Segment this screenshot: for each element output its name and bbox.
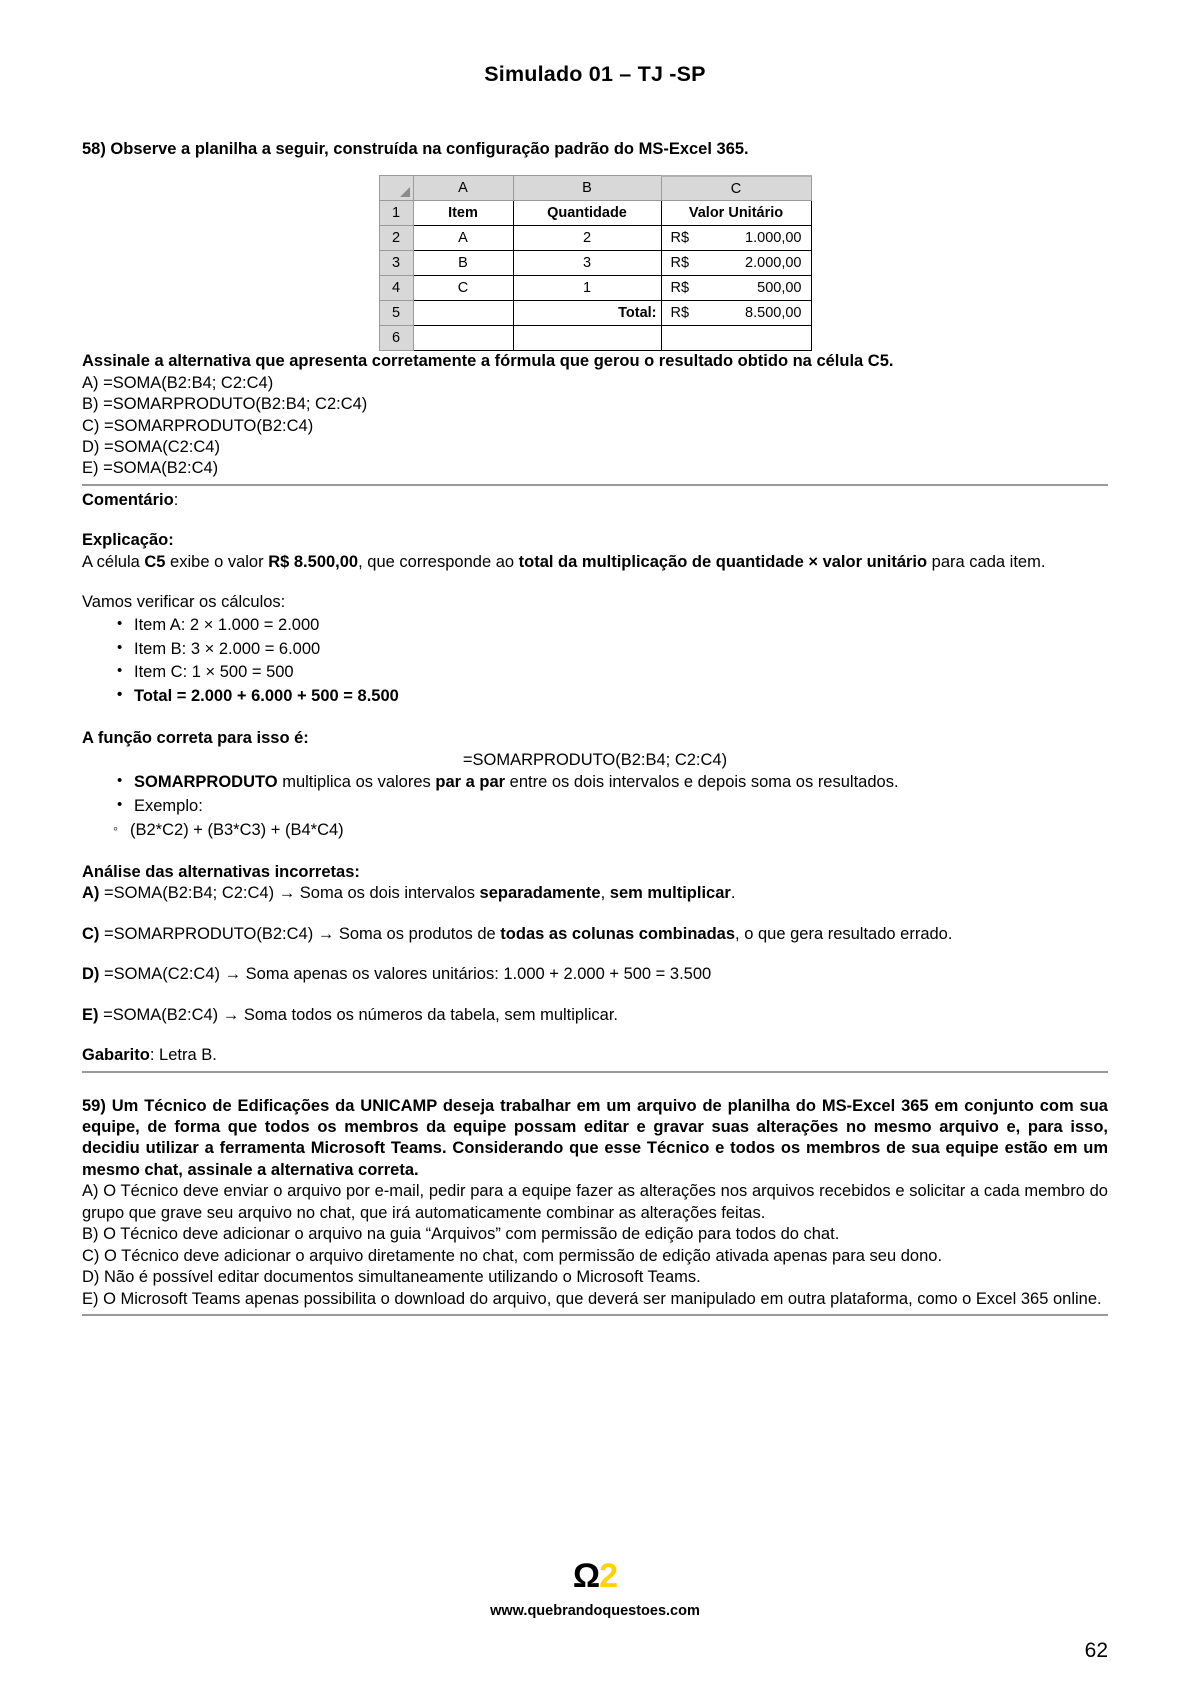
divider-below-answer	[82, 1071, 1108, 1073]
page-number: 62	[1084, 1639, 1108, 1662]
wrong-analysis-heading: Análise das alternativas incorretas:	[82, 862, 360, 881]
brand-logo	[0, 1559, 1190, 1593]
list-item: ◦ (B2*C2) + (B3*C3) + (B4*C4)	[130, 819, 1108, 843]
wrong-a-text3: .	[730, 884, 736, 903]
wrong-analysis-a	[82, 883, 1108, 904]
row-header-1[interactable]: 1	[379, 201, 413, 226]
fn-name-bold: SOMARPRODUTO	[134, 773, 278, 792]
wrong-a-letter: A)	[82, 884, 100, 903]
cell-c4-value: 500,00	[757, 280, 802, 297]
column-header-a[interactable]: A	[413, 176, 513, 201]
select-all-corner[interactable]	[379, 176, 413, 201]
table-row	[379, 326, 811, 351]
wrong-c-letter: C)	[82, 924, 100, 943]
wrong-c-bold1: todas as colunas combinadas	[500, 924, 736, 943]
cell-b4[interactable]: 1	[513, 276, 661, 301]
spreadsheet-column-header-row	[379, 176, 811, 201]
wrong-a-text2: ,	[600, 884, 610, 903]
list-item: • Item C: 1 × 500 = 500	[134, 661, 1108, 685]
spacer	[82, 843, 1108, 862]
wrong-analysis-e	[82, 1005, 1108, 1026]
cell-a2[interactable]: A	[413, 226, 513, 251]
cell-c4-currency-symbol: R$	[670, 280, 690, 297]
wrong-analysis-d	[82, 964, 1108, 985]
exp-p1-part3: , que corresponde ao	[358, 552, 519, 571]
alternative-b[interactable]: B) =SOMARPRODUTO(B2:B4; C2:C4)	[82, 395, 368, 414]
cell-b6[interactable]	[513, 326, 661, 351]
page-footer	[0, 1559, 1190, 1619]
page-title: Simulado 01 – TJ -SP	[484, 62, 706, 86]
exp-p1-part2: exibe o valor	[165, 552, 269, 571]
answer-line	[82, 1045, 1108, 1066]
wrong-e-text: =SOMA(B2:C4) → Soma todos os números da tabela, sem multiplicar.	[98, 1005, 619, 1024]
exp-p1-total-phrase: total da multiplicação de quantidade × valor unitário	[518, 552, 928, 571]
comment-label: Comentário	[82, 490, 174, 509]
cell-c6[interactable]	[661, 326, 811, 351]
list-item-total: • Total = 2.000 + 6.000 + 500 = 8.500	[134, 685, 1108, 709]
question-59-stem: 59) Um Técnico de Edificações da UNICAMP deseja trabalhar em um arquivo de planilha do MS-Excel 365 em conjunto com sua equipe, de forma que todos os membros da equipe possam editar e gravar suas alterações no mesmo arquivo e, para isso, decidiu utilizar a ferramenta Microsoft Teams. Considerando que esse Técnico e todos os membros de sua equipe estão em um mesmo chat, assinale a alternativa correta.	[82, 1096, 1108, 1179]
table-row	[379, 201, 811, 226]
cell-b3[interactable]: 3	[513, 251, 661, 276]
exp-p1-value: R$ 8.500,00	[268, 552, 359, 571]
fn-pair-bold: par a par	[435, 773, 506, 792]
list-item: • Item A: 2 × 1.000 = 2.000	[134, 614, 1108, 638]
cell-c5[interactable]	[661, 301, 811, 326]
table-row	[379, 251, 811, 276]
omega-icon: Ω	[572, 1557, 600, 1595]
wrong-a-bold1: separadamente	[479, 884, 601, 903]
website-url: www.quebrandoquestoes.com	[490, 1603, 700, 1619]
q59-alternative-d[interactable]: D) Não é possível editar documentos simultaneamente utilizando o Microsoft Teams.	[82, 1268, 701, 1287]
fn-text-mid: multiplica os valores	[277, 773, 436, 792]
cell-c3-value: 2.000,00	[745, 255, 802, 272]
cell-c4[interactable]	[661, 276, 811, 301]
table-row	[379, 301, 811, 326]
table-row	[379, 226, 811, 251]
wrong-analysis-c	[82, 924, 1108, 945]
spacer	[82, 573, 1108, 592]
divider-above-comment	[82, 484, 1108, 486]
wrong-d-text: =SOMA(C2:C4) → Soma apenas os valores unitários: 1.000 + 2.000 + 500 = 3.500	[99, 965, 712, 984]
wrong-c-text2: , o que gera resultado errado.	[735, 924, 953, 943]
spacer	[82, 709, 1108, 728]
alternative-a[interactable]: A) =SOMA(B2:B4; C2:C4)	[82, 373, 274, 392]
cell-b2[interactable]: 2	[513, 226, 661, 251]
cell-c5-currency-symbol: R$	[670, 305, 690, 322]
question-58-stem: 58) Observe a planilha a seguir, construída na configuração padrão do MS-Excel 365.	[82, 140, 749, 158]
row-header-3[interactable]: 3	[379, 251, 413, 276]
cell-c1[interactable]: Valor Unitário	[661, 201, 811, 226]
q59-alternative-b[interactable]: B) O Técnico deve adicionar o arquivo na guia “Arquivos” com permissão de edição para todos do chat.	[82, 1225, 840, 1244]
comment-heading	[82, 490, 1108, 511]
example-sublist	[82, 819, 1108, 843]
list-item-example: • Exemplo:	[134, 795, 1108, 819]
spacer	[82, 511, 1108, 530]
answer-value: : Letra B.	[149, 1046, 217, 1065]
exp-p1-part1: A célula	[82, 552, 145, 571]
cell-b1[interactable]: Quantidade	[513, 201, 661, 226]
list-item	[134, 771, 1108, 795]
cell-a5[interactable]	[413, 301, 513, 326]
answer-label: Gabarito	[82, 1046, 150, 1065]
cell-c5-value: 8.500,00	[745, 305, 802, 322]
q59-alternative-c[interactable]: C) O Técnico deve adicionar o arquivo diretamente no chat, com permissão de edição ativada apenas para seu dono.	[82, 1246, 943, 1265]
table-row	[379, 276, 811, 301]
spacer	[82, 905, 1108, 924]
logo-two: 2	[599, 1557, 618, 1595]
correct-function-heading: A função correta para isso é:	[82, 729, 309, 748]
cell-c2-value: 1.000,00	[745, 230, 802, 247]
explanation-paragraph-1	[82, 552, 1108, 573]
question-58-command: Assinale a alternativa que apresenta corretamente a fórmula que gerou o resultado obtido na célula C5.	[82, 352, 894, 371]
q59-alternative-e[interactable]: E) O Microsoft Teams apenas possibilita o download do arquivo, que deverá ser manipulado em outra plataforma, como o Excel 365 online.	[82, 1289, 1102, 1308]
row-header-6[interactable]: 6	[379, 326, 413, 351]
alternative-d[interactable]: D) =SOMA(C2:C4)	[82, 438, 220, 457]
row-header-4[interactable]: 4	[379, 276, 413, 301]
column-header-c[interactable]: C	[661, 176, 811, 201]
question-58-body	[82, 351, 1108, 1316]
cell-c3[interactable]	[661, 251, 811, 276]
comment-colon: :	[173, 490, 179, 509]
list-item: • Item B: 3 × 2.000 = 6.000	[134, 638, 1108, 662]
correct-formula: =SOMARPRODUTO(B2:B4; C2:C4)	[462, 750, 728, 769]
fn-text-end: entre os dois intervalos e depois soma os resultados.	[505, 773, 899, 792]
spacer	[82, 986, 1108, 1005]
spacer	[82, 945, 1108, 964]
explanation-heading: Explicação:	[82, 531, 174, 550]
function-explanation-list	[82, 771, 1108, 819]
spacer	[82, 1077, 1108, 1096]
spacer	[82, 1026, 1108, 1045]
cell-c2-currency-symbol: R$	[670, 230, 690, 247]
question-58-alternatives	[82, 373, 1108, 480]
cell-a1[interactable]: Item	[413, 201, 513, 226]
wrong-a-text1: =SOMA(B2:B4; C2:C4) → Soma os dois intervalos	[99, 884, 480, 903]
spreadsheet-table	[379, 175, 812, 352]
check-calculations-intro: Vamos verificar os cálculos:	[82, 593, 286, 612]
cell-a3[interactable]: B	[413, 251, 513, 276]
wrong-a-bold2: sem multiplicar	[609, 884, 731, 903]
cell-a4[interactable]: C	[413, 276, 513, 301]
alternative-e[interactable]: E) =SOMA(B2:C4)	[82, 459, 219, 478]
cell-b5[interactable]: Total:	[513, 301, 661, 326]
column-header-b[interactable]: B	[513, 176, 661, 201]
exp-p1-cell-ref: C5	[144, 552, 166, 571]
cell-c2[interactable]	[661, 226, 811, 251]
question-59-alternatives	[82, 1181, 1108, 1310]
corner-triangle-icon	[400, 187, 410, 197]
q59-alternative-a[interactable]: A) O Técnico deve enviar o arquivo por e-mail, pedir para a equipe fazer as alterações nos arquivos recebidos e solicitar a cada membro do grupo que grave seu arquivo no chat, que irá automaticamente combinar as alterações feitas.	[82, 1182, 1108, 1222]
row-header-5[interactable]: 5	[379, 301, 413, 326]
cell-a6[interactable]	[413, 326, 513, 351]
cell-c3-currency-symbol: R$	[670, 255, 690, 272]
alternative-c[interactable]: C) =SOMARPRODUTO(B2:C4)	[82, 416, 314, 435]
excel-spreadsheet-figure	[82, 175, 1108, 352]
calculation-list	[82, 614, 1108, 710]
exp-p1-part4: para cada item.	[927, 552, 1046, 571]
wrong-d-letter: D)	[82, 965, 100, 984]
wrong-e-letter: E)	[82, 1005, 99, 1024]
wrong-c-text1: =SOMARPRODUTO(B2:C4) → Soma os produtos de	[99, 924, 501, 943]
row-header-2[interactable]: 2	[379, 226, 413, 251]
divider-above-footer	[82, 1314, 1108, 1316]
